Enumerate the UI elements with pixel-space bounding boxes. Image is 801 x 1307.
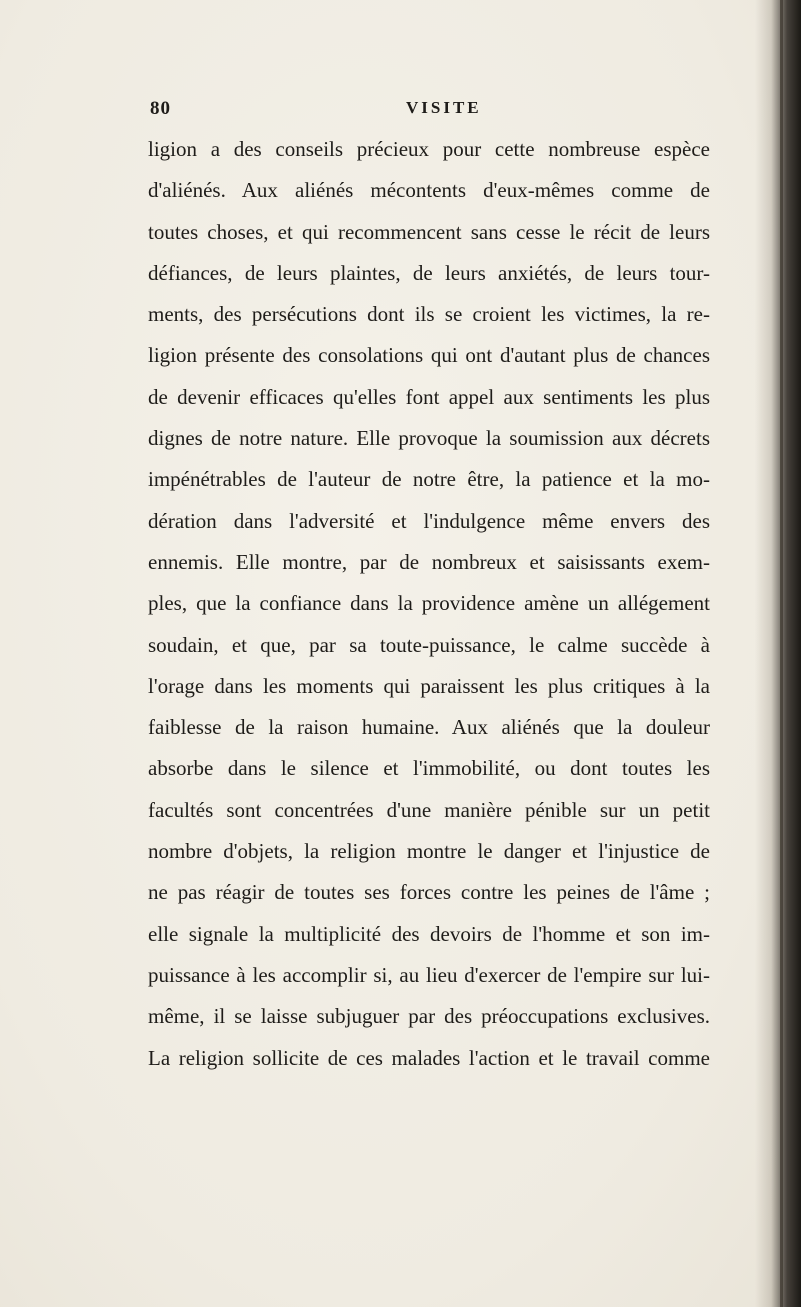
running-head: VISITE <box>406 98 482 117</box>
text-line: facultés sont concentrées d'une manière pénible sur un petit <box>148 797 710 822</box>
text-line: absorbe dans le silence et l'immobilité, ou dont toutes les <box>148 756 710 781</box>
text-line: ligion a des conseils précieux pour cette nombreuse espèce <box>148 137 710 161</box>
page-number: 80 <box>150 98 171 119</box>
text-line: ples, que la confiance dans la providence amène un allégement <box>148 591 710 616</box>
text-line: faiblesse de la raison humaine. Aux aliénés que la douleur <box>148 715 710 740</box>
page-edge-shadow <box>755 0 801 1307</box>
text-line: soudain, et que, par sa toute-puissance, le calme succède à <box>148 632 710 657</box>
page-edge-line <box>780 0 783 1307</box>
text-line: nombre d'objets, la religion montre le danger et l'injustice de <box>148 839 710 864</box>
text-line: elle signale la multiplicité des devoirs de l'homme et son im- <box>148 921 710 946</box>
text-line: d'aliénés. Aux aliénés mécontents d'eux-mêmes comme de <box>148 178 710 203</box>
text-line: ments, des persécutions dont ils se croient les victimes, la re- <box>148 302 710 327</box>
text-line: même, il se laisse subjuguer par des préoccupations exclusives. <box>148 1004 710 1029</box>
text-line: de devenir efficaces qu'elles font appel aux sentiments les plus <box>148 384 710 409</box>
text-line: l'orage dans les moments qui paraissent les plus critiques à la <box>148 673 710 698</box>
text-line: ligion présente des consolations qui ont d'autant plus de chances <box>148 343 710 368</box>
text-line: dignes de notre nature. Elle provoque la soumission aux décrets <box>148 426 710 451</box>
text-line: puissance à les accomplir si, au lieu d'exercer de l'empire sur lui- <box>148 962 710 987</box>
text-line: ennemis. Elle montre, par de nombreux et saisissants exem- <box>148 549 710 574</box>
text-line: impénétrables de l'auteur de notre être, la patience et la mo- <box>148 467 710 492</box>
text-line: ne pas réagir de toutes ses forces contre les peines de l'âme ; <box>148 880 710 905</box>
page-header <box>150 98 710 132</box>
text-line: La religion sollicite de ces malades l'action et le travail comme <box>148 1045 710 1070</box>
text-line: défiances, de leurs plaintes, de leurs anxiétés, de leurs tour- <box>148 260 710 285</box>
body-text <box>148 129 710 1079</box>
text-line: dération dans l'adversité et l'indulgence même envers des <box>148 508 710 533</box>
text-line: toutes choses, et qui recommencent sans cesse le récit de leurs <box>148 219 710 244</box>
